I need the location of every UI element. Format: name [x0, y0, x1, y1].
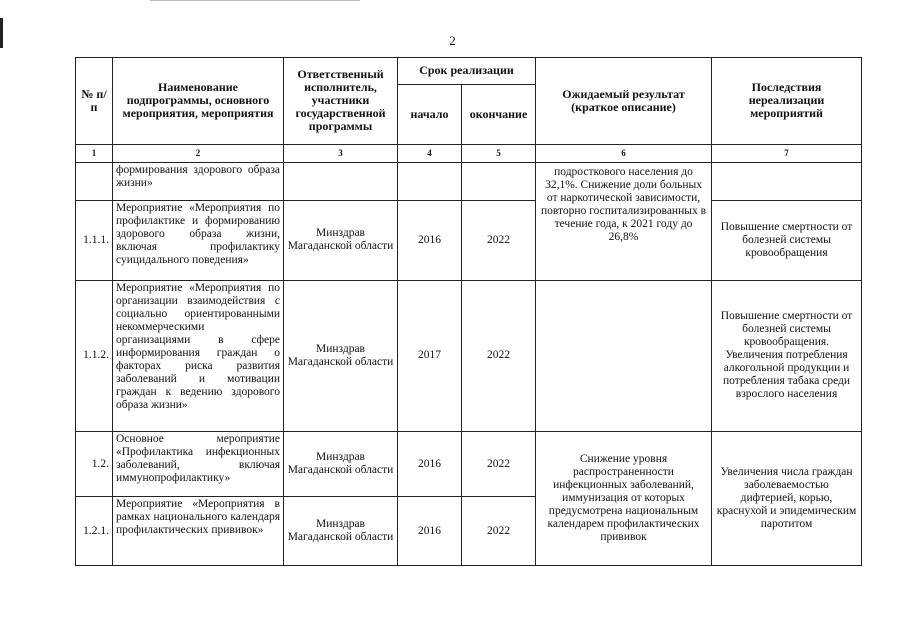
row-name-cell: Мероприятие «Мероприятия по профилактике и формированию здорового образа жизни, включая профилактику суицидального поведения» — [113, 201, 284, 281]
row-consequence-cell: Повышение смертности от болезней системы кровообращения — [712, 201, 862, 281]
header-num: № п/п — [76, 58, 113, 145]
column-number: 3 — [284, 144, 398, 162]
column-number: 5 — [462, 144, 536, 162]
program-table — [75, 57, 862, 566]
column-number: 7 — [712, 144, 862, 162]
row-name-cell: Основное мероприятие «Профилактика инфекционных заболеваний, включая иммунопрофилактику» — [113, 432, 284, 497]
row-start-cell: 2016 — [398, 497, 462, 566]
header-row-1 — [76, 58, 862, 85]
result-cell: подросткового населения до 32,1%. Снижение доли больных от наркотической зависимости, повторно госпитализированных в течение года, к 2021 году до 26,8% — [536, 163, 712, 281]
row-num-cell: 1.1.2. — [76, 280, 113, 431]
row-name-cell: Мероприятие «Мероприятия по организации взаимодействия с социально ориентированными некоммерческими организациями в сфере информирования граждан о факторах риска развития заболеваний и мотивации граждан к ведению здорового образа жизни» — [113, 280, 284, 431]
header-consequence: Последствия нереализации мероприятий — [712, 58, 862, 145]
row-num-cell: 1.2.1. — [76, 497, 113, 566]
row-end-cell: 2022 — [462, 201, 536, 281]
row-start-cell: 2016 — [398, 201, 462, 281]
row-name-cell: формирования здорового образа жизни» — [113, 163, 284, 201]
header-name: Наименование подпрограммы, основного мероприятия, мероприятия — [113, 58, 284, 145]
row-start-cell — [398, 163, 462, 201]
row-num-cell: 1.2. — [76, 432, 113, 497]
scan-artifact-line — [150, 0, 360, 1]
row-executor-cell: Минздрав Магаданской области — [284, 201, 398, 281]
row-end-cell — [462, 163, 536, 201]
page-number: 2 — [449, 33, 456, 48]
column-number: 2 — [113, 144, 284, 162]
table-row — [76, 280, 862, 431]
table-row — [76, 201, 862, 281]
row-start-cell: 2016 — [398, 432, 462, 497]
header-term: Срок реализации — [398, 58, 536, 85]
row-result-cell — [536, 280, 712, 431]
row-start-cell: 2017 — [398, 280, 462, 431]
consequence-cell: Увеличения числа граждан заболеваемостью дифтерией, корью, краснухой и эпидемическим паротитом — [712, 432, 862, 566]
column-number: 6 — [536, 144, 712, 162]
header-end: окончание — [462, 84, 536, 144]
header-start: начало — [398, 84, 462, 144]
row-executor-cell — [284, 163, 398, 201]
column-number: 1 — [76, 144, 113, 162]
row-end-cell: 2022 — [462, 280, 536, 431]
row-end-cell: 2022 — [462, 497, 536, 566]
row-num-cell — [76, 163, 113, 201]
header-result: Ожидаемый результат (краткое описание) — [536, 58, 712, 145]
table-row — [76, 163, 862, 201]
row-executor-cell: Минздрав Магаданской области — [284, 432, 398, 497]
column-number-row — [76, 144, 862, 162]
header-executor: Ответственный исполнитель, участники государственной программы — [284, 58, 398, 145]
row-executor-cell: Минздрав Магаданской области — [284, 280, 398, 431]
row-end-cell: 2022 — [462, 432, 536, 497]
row-consequence-cell: Повышение смертности от болезней системы кровообращения. Увеличения потребления алкогольной продукции и потребления табака среди взрослого населения — [712, 280, 862, 431]
table-row — [76, 432, 862, 497]
row-name-cell: Мероприятие «Мероприятия в рамках национального календаря профилактических прививок» — [113, 497, 284, 566]
column-number: 4 — [398, 144, 462, 162]
result-cell: Снижение уровня распространенности инфекционных заболеваний, иммунизация от которых предусмотрена национальным календарем профилактических прививок — [536, 432, 712, 566]
row-num-cell: 1.1.1. — [76, 201, 113, 281]
row-consequence-cell — [712, 163, 862, 201]
row-executor-cell: Минздрав Магаданской области — [284, 497, 398, 566]
